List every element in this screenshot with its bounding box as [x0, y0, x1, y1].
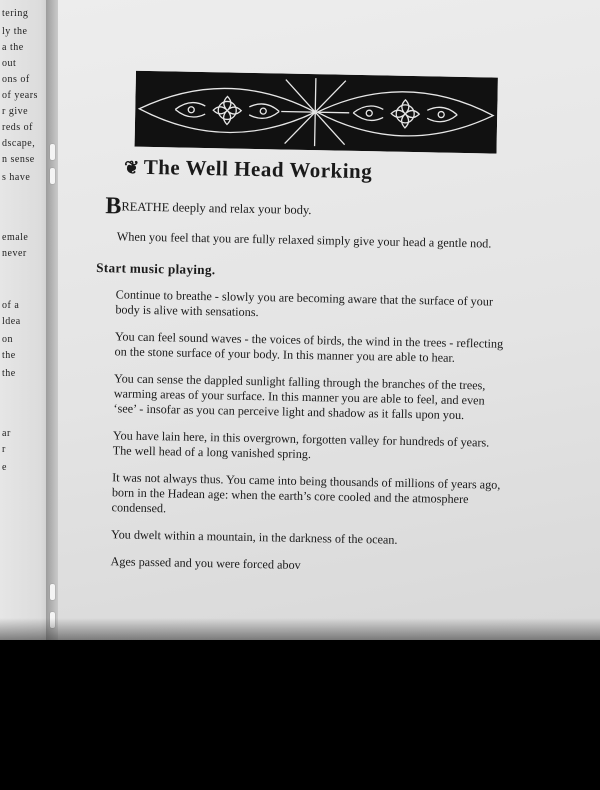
left-page-text: ar: [2, 428, 11, 439]
left-page-text: on: [2, 334, 13, 345]
paragraph: It was not always thus. You came into being thousands of millions of years ago, born in the Hadean age: when the earth’s core cooled and the atmosphere condensed.: [111, 470, 501, 516]
left-page-text: n sense: [2, 154, 35, 165]
paragraph: You can feel sound waves - the voices of birds, the wind in the trees - reflecting on the stone surface of your body. In this manner you are able to hear.: [114, 329, 504, 365]
left-page-text: ly the: [2, 26, 28, 37]
left-page-text: ons of: [2, 74, 30, 85]
paragraph: You have lain here, in this overgrown, forgotten valley for hundreds of years. The well head of a long vanished spring.: [112, 428, 490, 462]
left-page-text: out: [2, 58, 17, 69]
left-page-text: r give: [2, 106, 29, 117]
ornamental-banner: [135, 71, 498, 154]
paragraph-cut: Ages passed and you were forced abov: [110, 554, 301, 572]
paragraph: Continue to breathe - slowly you are becoming aware that the surface of your body is alive with sensations.: [115, 287, 494, 320]
left-page-text: emale: [2, 232, 29, 243]
left-page-text: the: [2, 368, 16, 379]
left-page-text: reds of: [2, 122, 33, 133]
intro-line: [105, 193, 507, 228]
drop-cap: B: [105, 193, 122, 220]
left-page-text: r: [2, 444, 6, 455]
left-page-text: s have: [2, 172, 31, 183]
page-title: [124, 154, 508, 186]
left-page-text: dscape,: [2, 138, 36, 149]
left-page-text: the: [2, 350, 16, 361]
binding-stitch: [50, 144, 55, 160]
left-page-text: of years: [2, 90, 38, 101]
title-text: The Well Head Working: [143, 154, 373, 184]
page-content: [90, 70, 510, 577]
left-page-text: a the: [2, 42, 24, 53]
binding-stitch: [50, 168, 55, 184]
binding-stitch: [50, 584, 55, 600]
left-page-text: of a: [2, 300, 20, 311]
section-heading: Start music playing.: [96, 259, 216, 278]
left-page-text: never: [2, 248, 27, 259]
leaf-ornament-icon: ❦: [123, 157, 140, 178]
left-page-text: ldea: [2, 316, 21, 327]
paragraph: You dwelt within a mountain, in the darkness of the ocean.: [110, 527, 398, 547]
left-page-text: e: [2, 462, 7, 473]
intro-text: REATHE deeply and relax your body.: [121, 199, 312, 218]
left-page-text: tering: [2, 8, 29, 19]
paragraph: You can sense the dappled sunlight falling through the branches of the trees, warming areas of your surface. In this manner you are able to feel, and even ‘see’ - insofar as you can perceive light and shadow as it falls upon you.: [113, 371, 486, 423]
page-bottom-shadow: [0, 618, 600, 640]
paragraph: When you feel that you are fully relaxed simply give your head a gentle nod.: [116, 229, 492, 251]
